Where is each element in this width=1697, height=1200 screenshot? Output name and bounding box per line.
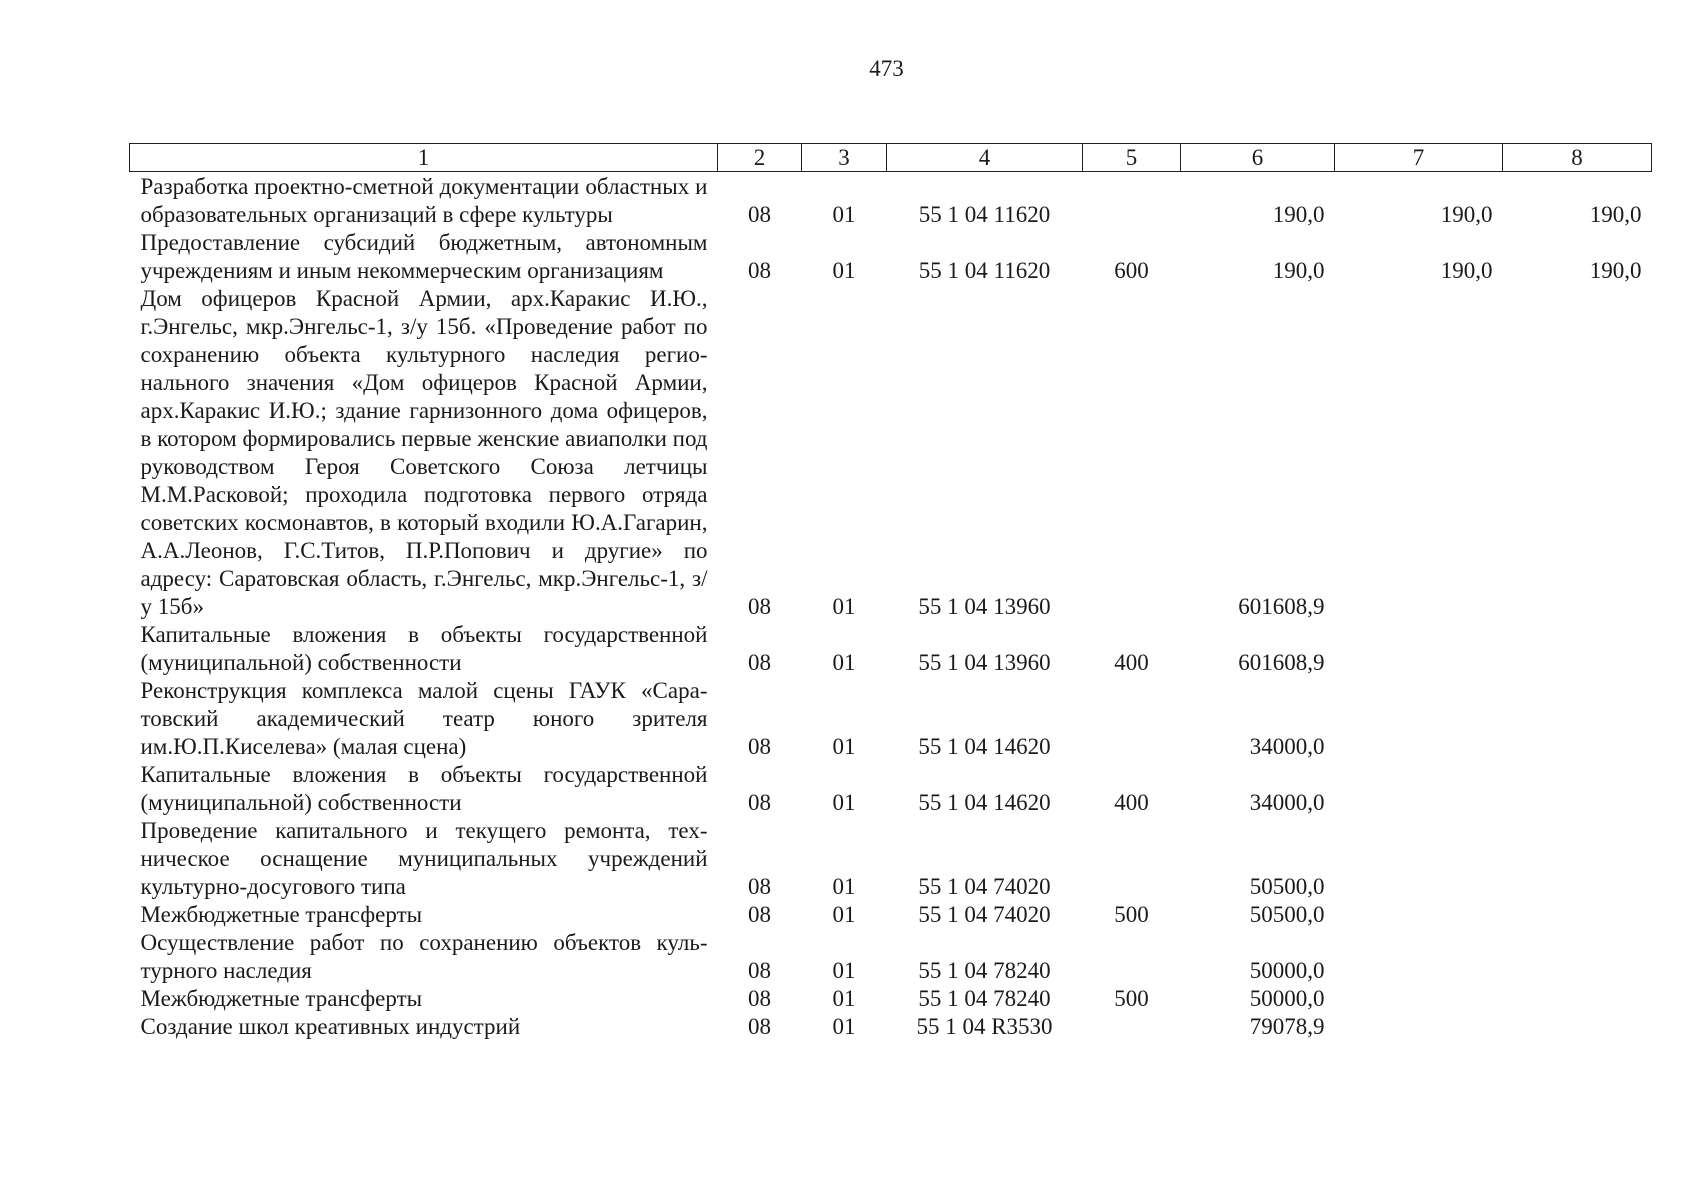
header-col-6: 6 xyxy=(1181,144,1335,172)
row-section: 08 xyxy=(748,734,771,759)
header-row xyxy=(130,144,1652,172)
table-row xyxy=(130,621,1652,677)
row-amount-2 xyxy=(1335,817,1503,901)
row-section: 08 xyxy=(748,594,771,619)
row-amount-2: 190,0 xyxy=(1440,202,1493,227)
row-subsection: 01 xyxy=(832,594,856,619)
table-row xyxy=(130,1013,1652,1041)
row-section: 08 xyxy=(748,874,771,899)
header-col-4: 4 xyxy=(887,144,1083,172)
row-amount-2 xyxy=(1335,621,1503,677)
row-section: 08 xyxy=(748,258,771,283)
table-row xyxy=(130,229,1652,285)
row-section: 08 xyxy=(748,202,771,227)
row-subsection: 01 xyxy=(832,258,856,283)
row-expense-type xyxy=(1083,1013,1181,1041)
row-amount-1: 50500,0 xyxy=(1249,902,1325,927)
row-amount-1: 601608,9 xyxy=(1238,594,1325,619)
row-name: Осуществление работ по сохранению объектов культурного наследия xyxy=(140,930,708,983)
table-row xyxy=(130,817,1652,901)
row-name: Межбюджетные трансферты xyxy=(140,902,423,927)
row-amount-1: 190,0 xyxy=(1272,202,1325,227)
row-amount-1: 50000,0 xyxy=(1249,958,1325,983)
row-subsection: 01 xyxy=(832,734,856,759)
row-expense-type: 500 xyxy=(1114,902,1149,927)
row-amount-1: 79078,9 xyxy=(1249,1014,1325,1039)
table-row xyxy=(130,172,1652,230)
header-col-2: 2 xyxy=(718,144,802,172)
row-name: Капитальные вложения в объекты государственной (муниципальной) собственности xyxy=(140,622,708,675)
row-target-article: 55 1 04 13960 xyxy=(918,594,1051,619)
row-section: 08 xyxy=(748,1014,771,1039)
row-section: 08 xyxy=(748,986,771,1011)
row-amount-1: 190,0 xyxy=(1272,258,1325,283)
row-target-article: 55 1 04 14620 xyxy=(918,790,1051,815)
row-expense-type: 400 xyxy=(1114,790,1149,815)
row-subsection: 01 xyxy=(832,986,856,1011)
row-amount-3 xyxy=(1503,929,1652,985)
row-amount-2 xyxy=(1335,929,1503,985)
row-amount-2 xyxy=(1335,677,1503,761)
row-amount-3 xyxy=(1503,817,1652,901)
page-number: 473 xyxy=(869,56,904,81)
row-expense-type: 400 xyxy=(1114,650,1149,675)
row-amount-2: 190,0 xyxy=(1440,258,1493,283)
table-body xyxy=(130,172,1652,1042)
row-amount-3 xyxy=(1503,285,1652,621)
row-expense-type xyxy=(1083,172,1181,230)
table-row xyxy=(130,929,1652,985)
row-name: Разработка проектно-сметной документации областных и образовательных организаций в сфере культуры xyxy=(140,174,708,227)
row-target-article: 55 1 04 74020 xyxy=(918,874,1051,899)
row-expense-type xyxy=(1083,817,1181,901)
budget-table xyxy=(129,143,1652,1041)
row-name: Межбюджетные трансферты xyxy=(140,986,423,1011)
row-name: Дом офицеров Красной Армии, арх.Каракис И.Ю., г.Энгельс, мкр.Энгельс-1, з/у 15б. «Проведение работ по сохранению объекта культурного наследия регионального значения «Дом офицеров Красной Армии, арх.Каракис И.Ю.; здание гарнизонного дома офицеров, в котором формировались первые женские авиаполки под руководством Героя Советского Союза летчицы М.М.Расковой; проходила подготовка первого отряда советских космонавтов, в который входили Ю.А.Гагарин, А.А.Леонов, Г.С.Титов, П.Р.Попович и другие» по адресу: Саратовская область, г.Энгельс, мкр.Энгельс-1, з/у 15б» xyxy=(140,286,708,619)
row-amount-3 xyxy=(1503,761,1652,817)
row-amount-3 xyxy=(1503,985,1652,1013)
row-target-article: 55 1 04 13960 xyxy=(918,650,1051,675)
table-row xyxy=(130,285,1652,621)
row-name: Реконструкция комплекса малой сцены ГАУК «Саратовский академический театр юного зрителя им.Ю.П.Киселева» (малая сцена) xyxy=(140,678,708,759)
row-section: 08 xyxy=(748,958,771,983)
row-amount-3: 190,0 xyxy=(1589,202,1642,227)
row-subsection: 01 xyxy=(832,790,856,815)
row-target-article: 55 1 04 78240 xyxy=(918,958,1051,983)
header-col-8: 8 xyxy=(1503,144,1652,172)
row-subsection: 01 xyxy=(832,902,856,927)
row-amount-2 xyxy=(1335,1013,1503,1041)
row-expense-type xyxy=(1083,285,1181,621)
row-target-article: 55 1 04 R3530 xyxy=(916,1014,1053,1039)
row-amount-1: 50500,0 xyxy=(1249,874,1325,899)
row-section: 08 xyxy=(748,902,771,927)
row-target-article: 55 1 04 14620 xyxy=(918,734,1051,759)
row-amount-3 xyxy=(1503,677,1652,761)
row-target-article: 55 1 04 11620 xyxy=(918,202,1051,227)
row-name: Капитальные вложения в объекты государственной (муниципальной) собственности xyxy=(140,762,708,815)
row-amount-3 xyxy=(1503,901,1652,929)
row-expense-type: 500 xyxy=(1114,986,1149,1011)
header-col-7: 7 xyxy=(1335,144,1503,172)
row-subsection: 01 xyxy=(832,202,856,227)
row-amount-2 xyxy=(1335,985,1503,1013)
table-header xyxy=(130,144,1652,172)
row-amount-2 xyxy=(1335,901,1503,929)
row-amount-1: 34000,0 xyxy=(1249,734,1325,759)
row-subsection: 01 xyxy=(832,958,856,983)
header-col-3: 3 xyxy=(802,144,887,172)
row-target-article: 55 1 04 11620 xyxy=(918,258,1051,283)
row-amount-2 xyxy=(1335,285,1503,621)
row-name: Проведение капитального и текущего ремонта, техническое оснащение муниципальных учреждений культурно-досугового типа xyxy=(140,818,708,899)
row-subsection: 01 xyxy=(832,874,856,899)
table-row xyxy=(130,985,1652,1013)
table-row xyxy=(130,761,1652,817)
header-col-5: 5 xyxy=(1083,144,1181,172)
table-row xyxy=(130,677,1652,761)
row-amount-1: 50000,0 xyxy=(1249,986,1325,1011)
row-name: Создание школ креативных индустрий xyxy=(140,1014,521,1039)
row-amount-3: 190,0 xyxy=(1589,258,1642,283)
row-expense-type: 600 xyxy=(1114,258,1149,283)
table-row xyxy=(130,901,1652,929)
row-section: 08 xyxy=(748,790,771,815)
header-col-1: 1 xyxy=(130,144,718,172)
row-amount-1: 601608,9 xyxy=(1238,650,1325,675)
row-expense-type xyxy=(1083,929,1181,985)
row-section: 08 xyxy=(748,650,771,675)
row-expense-type xyxy=(1083,677,1181,761)
row-amount-3 xyxy=(1503,1013,1652,1041)
row-amount-1: 34000,0 xyxy=(1249,790,1325,815)
row-amount-3 xyxy=(1503,621,1652,677)
row-target-article: 55 1 04 78240 xyxy=(918,986,1051,1011)
row-subsection: 01 xyxy=(832,650,856,675)
row-name: Предоставление субсидий бюджетным, автономным учреждениям и иным некоммерческим организациям xyxy=(140,230,708,283)
row-amount-2 xyxy=(1335,761,1503,817)
row-target-article: 55 1 04 74020 xyxy=(918,902,1051,927)
row-subsection: 01 xyxy=(832,1014,856,1039)
